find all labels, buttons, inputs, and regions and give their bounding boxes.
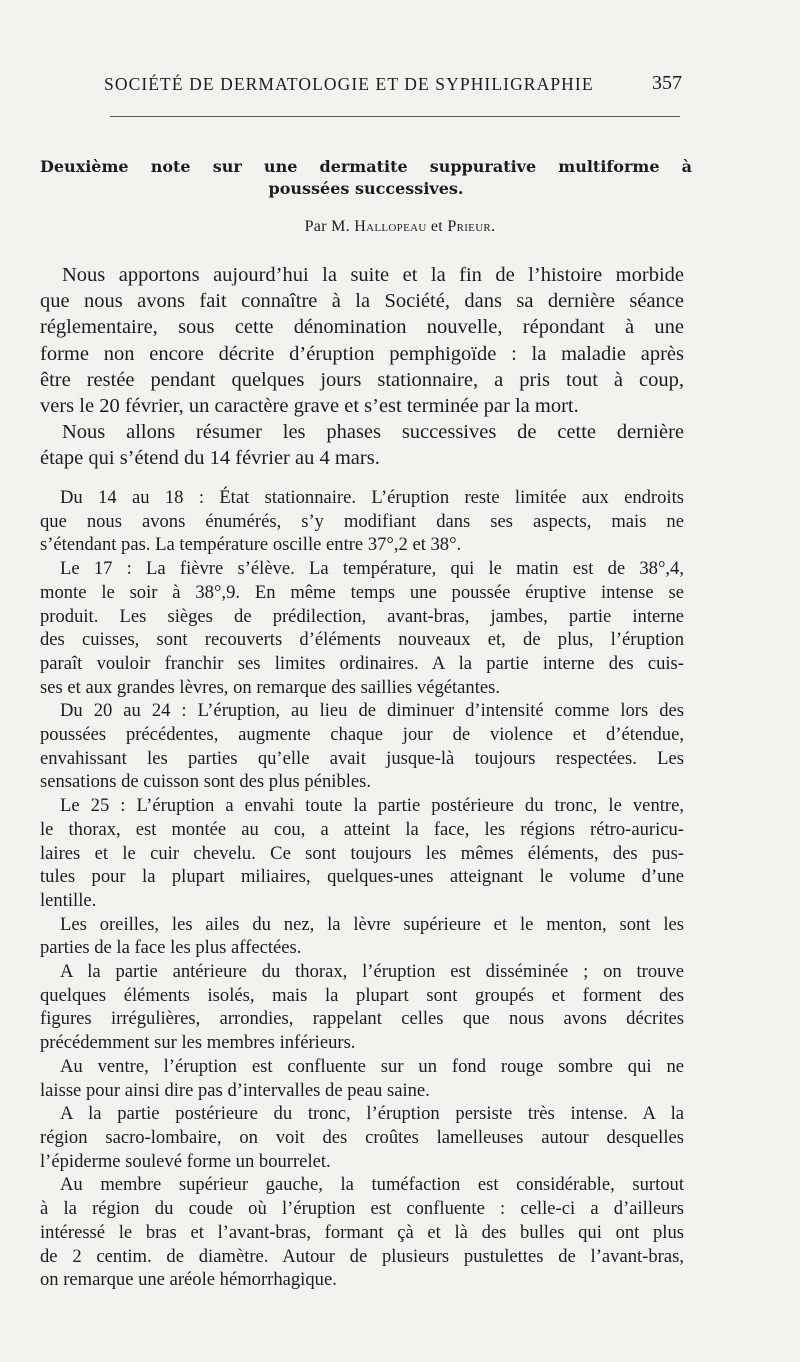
byline xyxy=(0,218,800,236)
text-line: Nous apportons aujourd’hui la suite et la fin de l’histoire morbide xyxy=(62,264,684,286)
running-title: SOCIÉTÉ DE DERMATOLOGIE ET DE SYPHILIGRAPHIE xyxy=(104,74,594,94)
text-line: ses et aux grandes lèvres, on remarque des saillies végétantes. xyxy=(40,676,501,698)
intro-text xyxy=(40,262,684,472)
text-line: précédemment sur les membres inférieurs. xyxy=(40,1032,356,1054)
text-line: de 2 centim. de diamètre. Autour de plusieurs pustulettes de l’avant-bras, xyxy=(40,1245,684,1267)
text-line: A la partie postérieure du tronc, l’éruption persiste très intense. A la xyxy=(60,1103,684,1125)
text-line: monte le soir à 38°,9. En même temps une poussée éruptive intense se xyxy=(40,581,684,603)
text-line: à la région du coude où l’éruption est confluente : celle-ci a d’ailleurs xyxy=(40,1198,684,1220)
text-line: A la partie antérieure du thorax, l’éruption est disséminée ; on trouve xyxy=(60,961,684,983)
text-line: parties de la face les plus affectées. xyxy=(40,937,302,959)
text-line: Au membre supérieur gauche, la tuméfaction est considérable, surtout xyxy=(60,1174,684,1196)
text-line: Au ventre, l’éruption est confluente sur un fond rouge sombre qui ne xyxy=(60,1055,684,1077)
text-line: sensations de cuisson sont des plus pénibles. xyxy=(40,771,372,793)
text-line: Le 25 : L’éruption a envahi toute la partie postérieure du tronc, le ventre, xyxy=(60,795,684,817)
author-prieur: Prieur. xyxy=(447,218,496,235)
text-line: produit. Les sièges de prédilection, avant-bras, jambes, partie interne xyxy=(40,605,684,627)
text-line: étape qui s’étend du 14 février au 4 mars. xyxy=(40,447,380,470)
text-line: laires et le cuir chevelu. Ce sont toujours les mêmes éléments, des pus- xyxy=(40,842,684,864)
text-line: région sacro-lombaire, on voit des croûtes lamelleuses autour desquelles xyxy=(40,1126,684,1148)
paragraph xyxy=(40,913,684,960)
article-title-line-2: poussées successives. xyxy=(268,179,464,198)
paragraph xyxy=(40,557,684,699)
text-line: Les oreilles, les ailes du nez, la lèvre supérieure et le menton, sont les xyxy=(60,913,684,935)
observations-text xyxy=(40,486,684,1292)
text-line: Le 17 : La fièvre s’élève. La température, qui le matin est de 38°,4, xyxy=(60,558,684,580)
paragraph xyxy=(40,699,684,794)
text-line: on remarque une aréole hémorrhagique. xyxy=(40,1269,337,1291)
paragraph xyxy=(40,1102,684,1173)
text-line: être restée pendant quelques jours stationnaire, a pris tout à coup, xyxy=(40,368,684,391)
author-hallopeau: Hallopeau xyxy=(354,218,427,235)
text-line: paraît vouloir franchir ses limites ordinaires. A la partie interne des cuis- xyxy=(40,652,684,674)
text-line: le thorax, est montée au cou, a atteint la face, les régions rétro-auricu- xyxy=(40,818,684,840)
text-line: figures irrégulières, arrondies, rappelant celles que nous avons décrites xyxy=(40,1008,684,1030)
paragraph xyxy=(40,262,684,419)
text-line: que nous avons fait connaître à la Société, dans sa dernière séance xyxy=(40,290,684,313)
header-rule xyxy=(110,116,680,117)
paragraph xyxy=(40,794,684,913)
text-line: forme non encore décrite d’éruption pemphigoïde : la maladie après xyxy=(40,342,684,365)
text-line: Nous allons résumer les phases successives de cette dernière xyxy=(62,421,684,444)
text-line: laisse pour ainsi dire pas d’intervalles de peau saine. xyxy=(40,1079,430,1101)
paragraph xyxy=(40,419,684,471)
text-line: poussées précédentes, augmente chaque jour de violence et d’étendue, xyxy=(40,724,684,746)
text-line: que nous avons énumérés, s’y modifiant dans ses aspects, mais ne xyxy=(40,510,684,532)
paragraph xyxy=(40,1173,684,1292)
byline-prefix: Par M. xyxy=(304,218,350,235)
paragraph xyxy=(40,1055,684,1102)
page-number: 357 xyxy=(652,72,682,94)
article-title xyxy=(40,156,692,200)
byline-joiner: et xyxy=(430,218,444,235)
text-line: tules pour la plupart miliaires, quelques-unes atteignant le volume d’une xyxy=(40,866,684,888)
text-line: quelques éléments isolés, mais la plupart sont groupés et forment des xyxy=(40,984,684,1006)
paragraph xyxy=(40,486,684,557)
text-line: vers le 20 février, un caractère grave et s’est terminée par la mort. xyxy=(40,395,579,418)
text-line: des cuisses, sont recouverts d’éléments nouveaux et, de plus, l’éruption xyxy=(40,629,684,651)
text-line: Du 14 au 18 : État stationnaire. L’éruption reste limitée aux endroits xyxy=(60,487,684,508)
text-line: lentille. xyxy=(40,889,97,911)
article-title-line-1: Deuxième note sur une dermatite suppurative multiforme à xyxy=(40,157,692,176)
text-line: Du 20 au 24 : L’éruption, au lieu de diminuer d’intensité comme lors des xyxy=(60,700,684,722)
text-line: réglementaire, sous cette dénomination nouvelle, répondant à une xyxy=(40,316,684,339)
text-line: l’épiderme soulevé forme un bourrelet. xyxy=(40,1150,331,1172)
text-line: s’étendant pas. La température oscille entre 37°,2 et 38°. xyxy=(40,534,462,556)
text-line: envahissant les parties qu’elle avait jusque-là toujours respectées. Les xyxy=(40,747,684,769)
text-line: intéressé le bras et l’avant-bras, formant çà et là des bulles qui ont plus xyxy=(40,1221,684,1243)
paragraph xyxy=(40,960,684,1055)
